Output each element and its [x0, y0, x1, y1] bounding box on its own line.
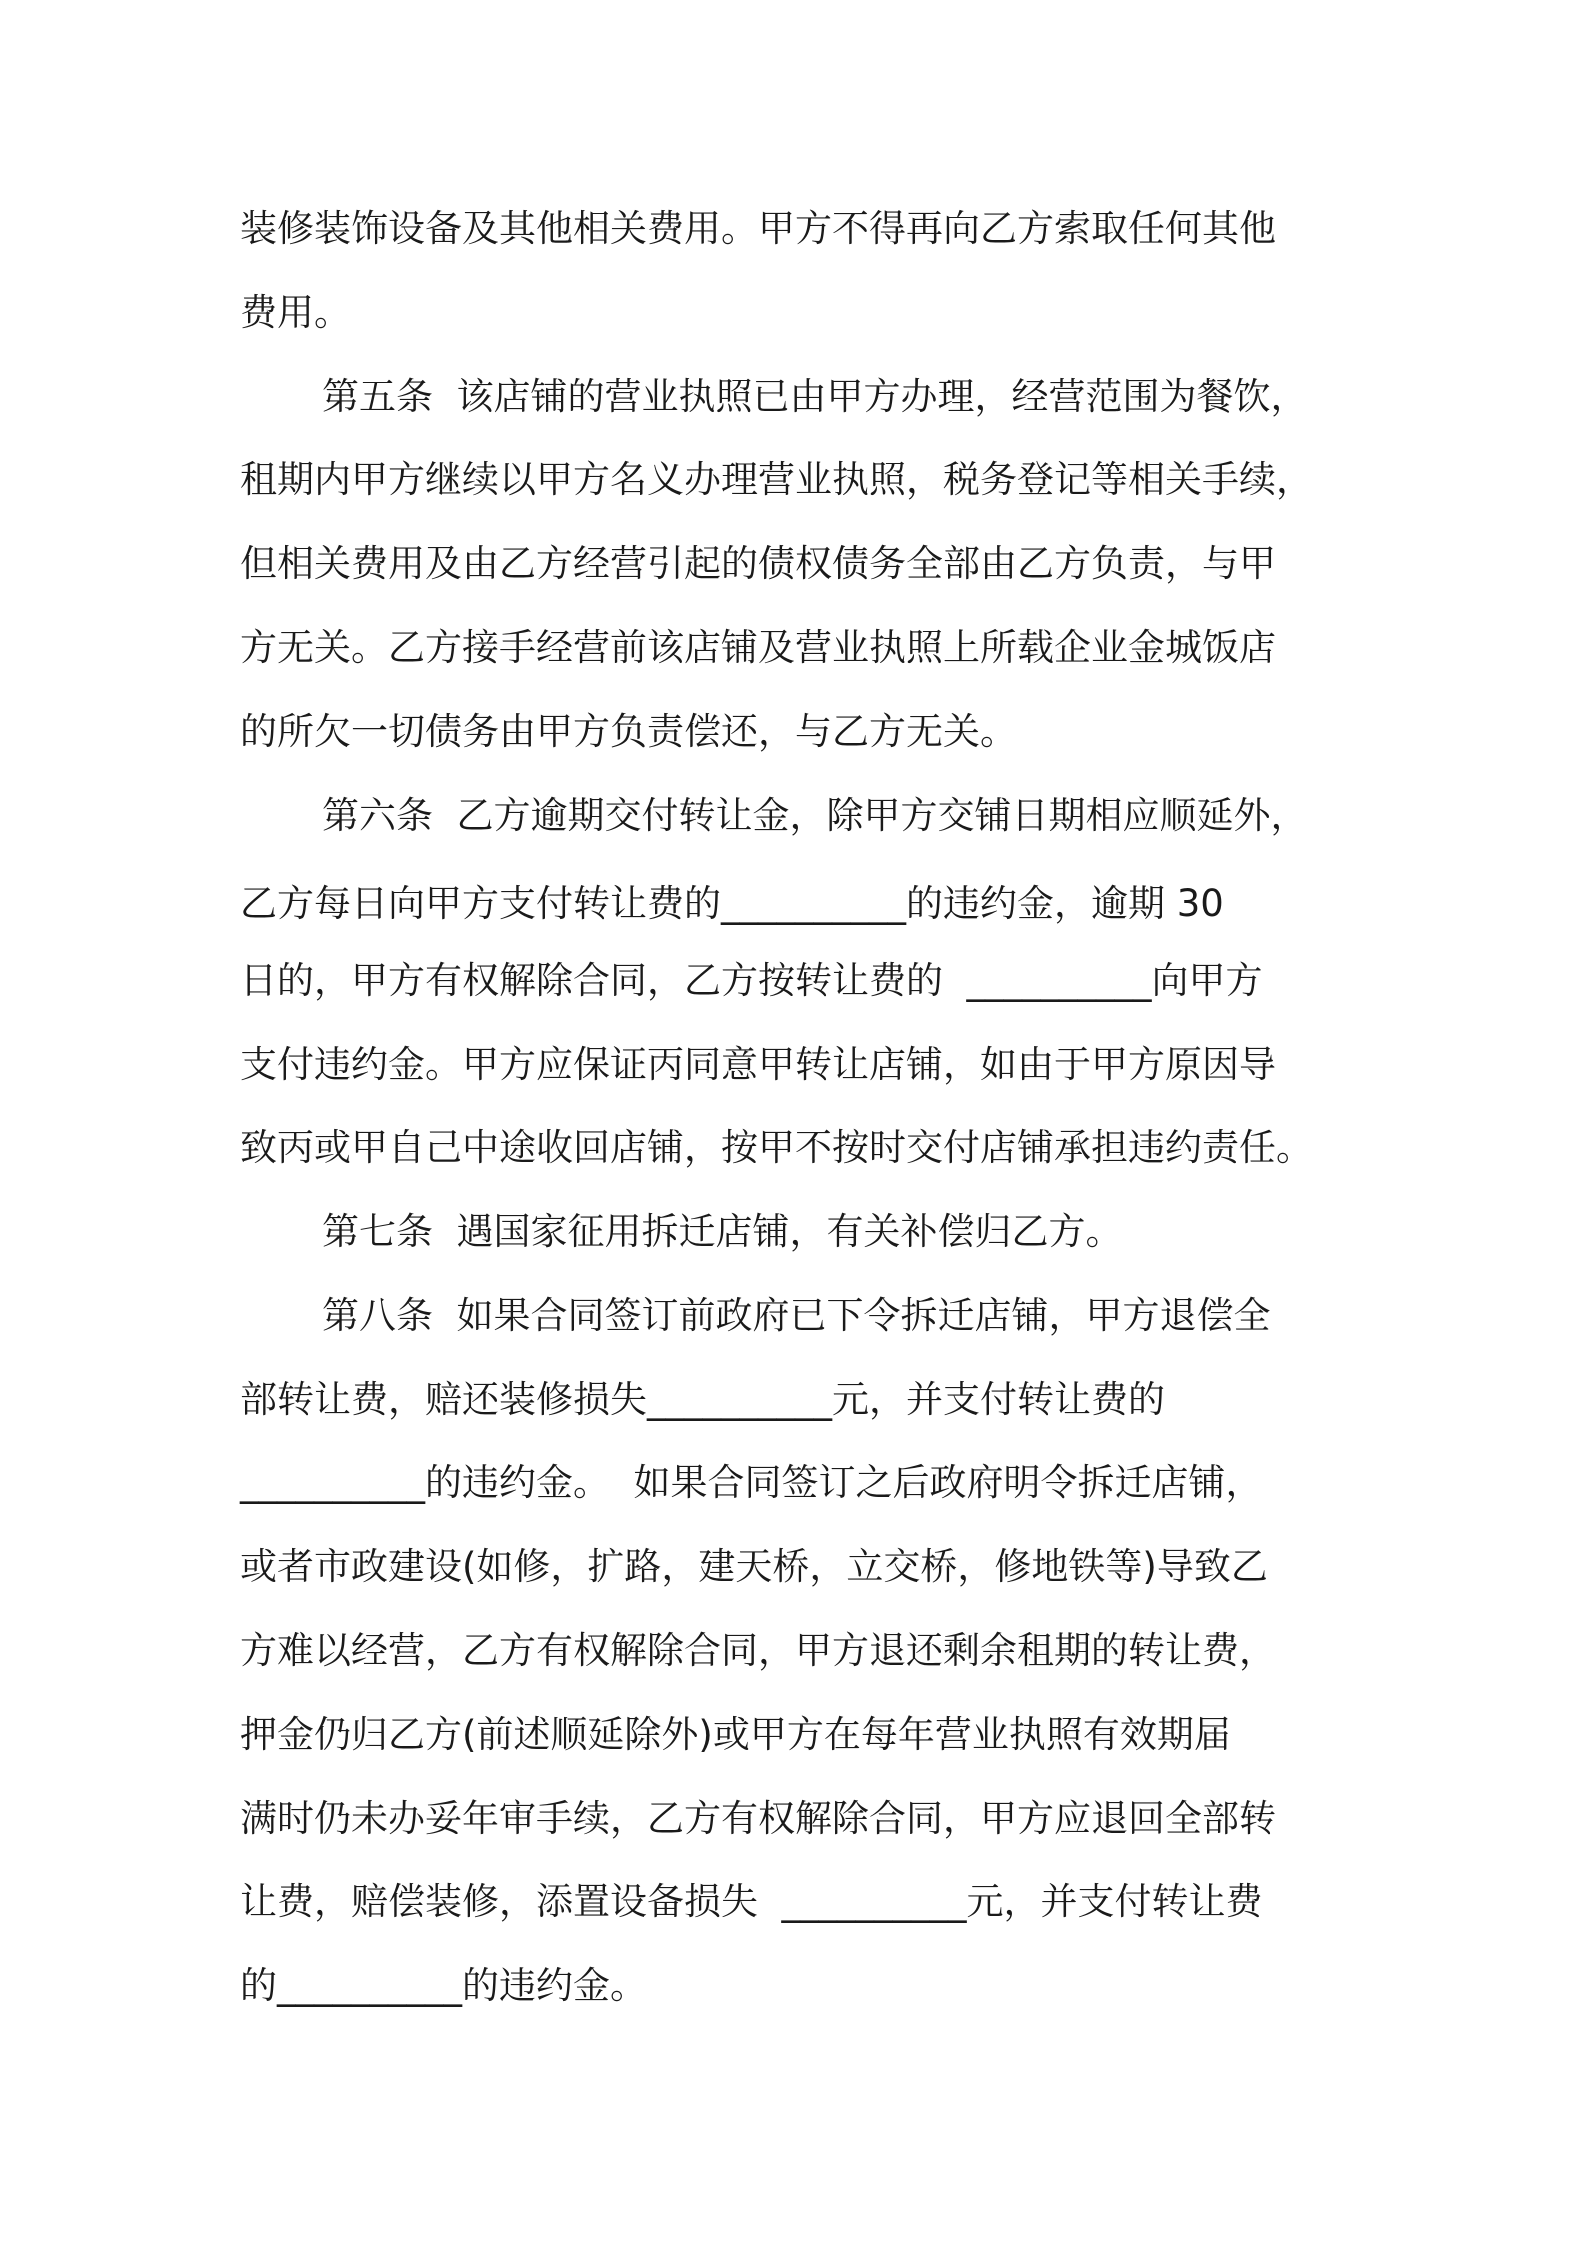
text-line: 费用。 [240, 291, 351, 334]
text-line: 或者市政建设(如修，扩路，建天桥，立交桥，修地铁等)导致乙 [240, 1545, 1268, 1588]
text-line: 押金仍归乙方(前述顺延除外)或甲方在每年营业执照有效期届 [240, 1713, 1231, 1756]
text-line: 但相关费用及由乙方经营引起的债权债务全部由乙方负责，与甲 [240, 542, 1276, 585]
text-line: 装修装饰设备及其他相关费用。甲方不得再向乙方索取任何其他 [240, 207, 1276, 250]
text-line: __________的违约金。 如果合同签订之后政府明令拆迁店铺， [240, 1461, 1263, 1504]
text-line: 方难以经营，乙方有权解除合同，甲方退还剩余租期的转让费， [240, 1629, 1276, 1672]
article-5-heading-line: 第五条 该店铺的营业执照已由甲方办理，经营范围为餐饮， [322, 375, 1308, 418]
article-7-heading-line: 第七条 遇国家征用拆迁店铺，有关补偿归乙方。 [322, 1210, 1123, 1253]
text-line: 部转让费，赔还装修损失__________元，并支付转让费的 [240, 1378, 1165, 1421]
article-6-heading-line: 第六条 乙方逾期交付转让金，除甲方交铺日期相应顺延外， [322, 794, 1308, 837]
text-line: 方无关。乙方接手经营前该店铺及营业执照上所载企业金城饭店 [240, 626, 1276, 669]
text-line: 乙方每日向甲方支付转让费的__________的违约金，逾期 30 [240, 882, 1224, 925]
text-line: 满时仍未办妥年审手续，乙方有权解除合同，甲方应退回全部转 [240, 1797, 1276, 1840]
text-line: 致丙或甲自己中途收回店铺，按甲不按时交付店铺承担违约责任。 [240, 1126, 1313, 1169]
text-line: 的所欠一切债务由甲方负责偿还，与乙方无关。 [240, 710, 1017, 753]
text-line: 租期内甲方继续以甲方名义办理营业执照，税务登记等相关手续， [240, 458, 1313, 501]
text-line: 的__________的违约金。 [240, 1964, 647, 2007]
article-8-heading-line: 第八条 如果合同签订前政府已下令拆迁店铺，甲方退偿全 [322, 1294, 1271, 1337]
text-line: 让费，赔偿装修，添置设备损失 __________元，并支付转让费 [240, 1880, 1263, 1923]
text-line: 日的，甲方有权解除合同，乙方按转让费的 __________向甲方 [240, 959, 1263, 1002]
text-line: 支付违约金。甲方应保证丙同意甲转让店铺，如由于甲方原因导 [240, 1043, 1276, 1086]
